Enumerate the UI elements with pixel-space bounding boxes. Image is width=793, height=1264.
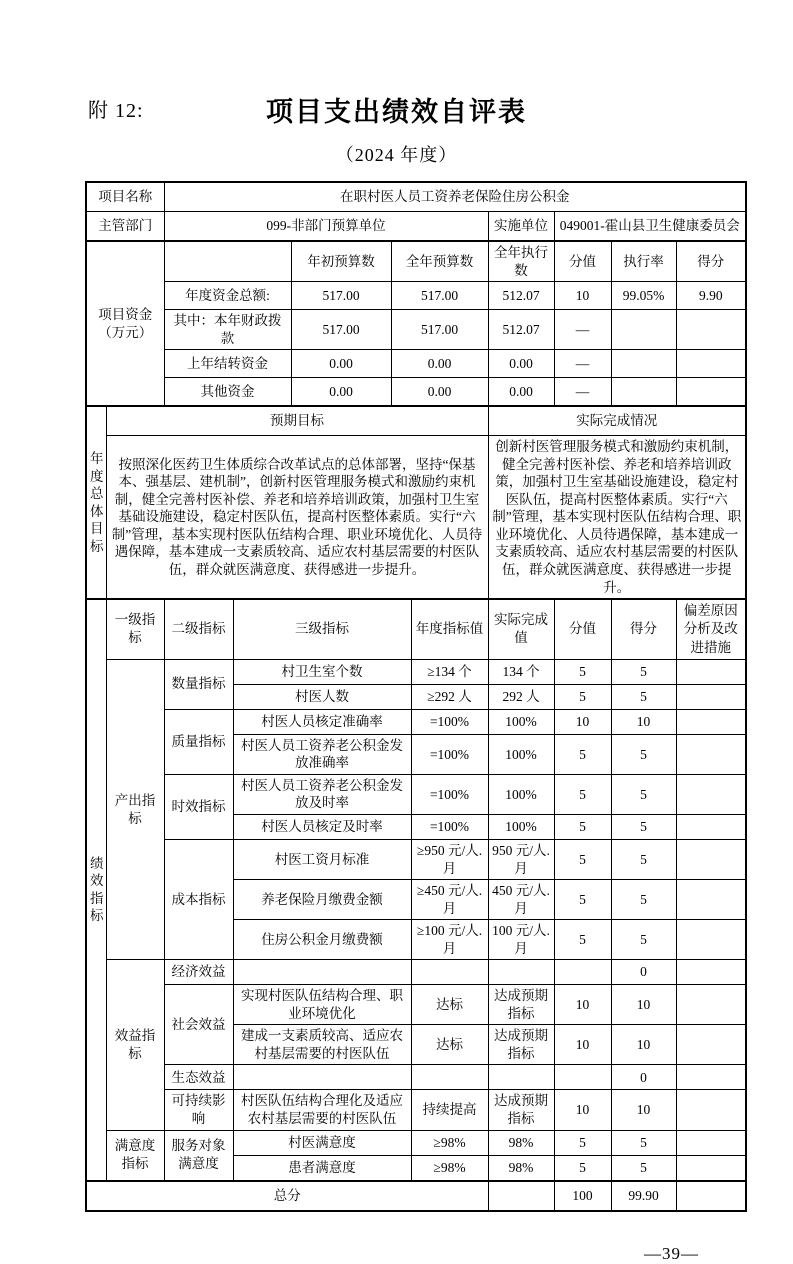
goals-section-label-cell: 年度总体目标 [86,406,106,599]
actual-cell: 98% [488,1130,554,1155]
score-cell: 5 [611,880,676,920]
l2-cell: 数量指标 [164,659,233,709]
total-weight-cell: 100 [554,1181,611,1211]
indicator-row [86,774,746,814]
actual-cell: 100 元/人. 月 [488,920,554,960]
actual-cell: 450 元/人. 月 [488,880,554,920]
funds-section-label-cell [86,241,164,406]
department-row [86,212,746,242]
target-cell: =100% [411,709,488,734]
target-cell: ≥134 个 [411,659,488,684]
l2-cell: 质量指标 [164,709,233,774]
funds-executed: 0.00 [488,378,554,407]
funds-header-weight: 分值 [554,241,611,282]
dept-value-cell: 099-非部门预算单位 [164,212,488,242]
funds-weight: — [554,350,611,378]
weight-cell: 10 [554,985,611,1025]
indicator-row [86,985,746,1025]
dev-cell [676,1025,746,1065]
target-cell: ≥98% [411,1130,488,1155]
name-cell: 建成一支素质较高、适应农村基层需要的村医队伍 [233,1025,411,1065]
funds-label-line1: 项目资金 [98,307,153,323]
score-cell: 5 [611,1155,676,1181]
funds-annual: 0.00 [391,378,488,407]
total-blank-actual-cell [488,1181,554,1211]
funds-row-fiscal [86,310,746,350]
goals-header-row [86,406,746,436]
document-header [48,0,745,129]
dev-cell [676,709,746,734]
dev-cell [676,920,746,960]
score-cell: 10 [611,709,676,734]
score-cell: 0 [611,960,676,985]
goals-text-row [86,436,746,599]
weight-cell: 5 [554,1155,611,1181]
score-cell: 10 [611,985,676,1025]
name-cell: 村医人员工资养老公积金发放及时率 [233,774,411,814]
name-cell [233,960,411,985]
target-cell: =100% [411,734,488,774]
funds-annual: 517.00 [391,310,488,350]
indicator-row [86,1130,746,1155]
weight-cell: 5 [554,774,611,814]
dev-cell [676,1065,746,1090]
target-cell: =100% [411,814,488,839]
l2-cell: 可持续影响 [164,1090,233,1130]
funds-row-total [86,282,746,310]
target-cell: 持续提高 [411,1090,488,1130]
weight-cell: 10 [554,1090,611,1130]
page-number: —39— [644,1243,699,1263]
weight-cell: 5 [554,1130,611,1155]
score-cell: 5 [611,814,676,839]
goals-expected-header-cell: 预期目标 [106,406,488,436]
l2-cell: 社会效益 [164,985,233,1065]
dev-cell [676,1090,746,1130]
goals-actual-text-cell: 创新村医管理服务模式和激励约束机制，健全完善村医补偿、养老和培养培训政策，加强村卫生室基础设施建设，稳定村医队伍，提高村医整体素质。实行“六制”管理，基本实现村医队伍结构合理、职业环境优化、人员待遇保障，基本建成一支素质较高、适应农村基层需要的村医队伍，群众就医满意度、获得感进一步提升。 [488,436,746,599]
funds-score: 9.90 [676,282,746,310]
indicator-row [86,1065,746,1090]
indicators-header-actual: 实际完成值 [488,599,554,659]
score-cell: 5 [611,659,676,684]
indicators-header-level2: 二级指标 [164,599,233,659]
weight-cell: 10 [554,709,611,734]
l2-cell: 服务对象满意度 [164,1130,233,1181]
goals-actual-header-cell: 实际完成情况 [488,406,746,436]
dev-cell [676,1130,746,1155]
actual-cell [488,1065,554,1090]
funds-row-label: 上年结转资金 [164,350,291,378]
indicator-row [86,960,746,985]
indicator-row [86,709,746,734]
dept-label-cell: 主管部门 [86,212,164,242]
weight-cell: 5 [554,734,611,774]
name-cell: 村医工资月标准 [233,839,411,879]
total-blank-dev-cell [676,1181,746,1211]
actual-cell: 950 元/人. 月 [488,839,554,879]
funds-score [676,378,746,407]
project-name-value-cell: 在职村医人员工资养老保险住房公积金 [164,182,746,212]
funds-exec-rate [611,378,676,407]
indicators-header-level1: 一级指标 [106,599,164,659]
weight-cell: 5 [554,814,611,839]
actual-cell: 134 个 [488,659,554,684]
funds-executed: 512.07 [488,310,554,350]
funds-header-score: 得分 [676,241,746,282]
actual-cell: 100% [488,774,554,814]
weight-cell: 5 [554,839,611,879]
score-cell: 5 [611,839,676,879]
weight-cell [554,1065,611,1090]
indicators-header-weight: 分值 [554,599,611,659]
weight-cell: 5 [554,920,611,960]
actual-cell: 292 人 [488,684,554,709]
page-subtitle: （2024 年度） [335,145,458,165]
weight-cell: 5 [554,684,611,709]
target-cell: =100% [411,774,488,814]
funds-exec-rate [611,310,676,350]
target-cell: ≥950 元/人. 月 [411,839,488,879]
dev-cell [676,814,746,839]
indicators-header-target: 年度指标值 [411,599,488,659]
funds-score [676,310,746,350]
name-cell: 村医人员核定准确率 [233,709,411,734]
l1-cell: 效益指标 [106,960,164,1130]
funds-header-row [86,241,746,282]
weight-cell: 10 [554,1025,611,1065]
funds-weight: 10 [554,282,611,310]
indicator-row [86,839,746,879]
l2-cell: 经济效益 [164,960,233,985]
score-cell: 5 [611,1130,676,1155]
indicator-row [86,1090,746,1130]
project-name-label-cell: 项目名称 [86,182,164,212]
name-cell: 村医人员工资养老公积金发放准确率 [233,734,411,774]
project-name-row [86,182,746,212]
name-cell: 村医人员核定及时率 [233,814,411,839]
dev-cell [676,880,746,920]
target-cell [411,960,488,985]
indicators-section-label-cell: 绩效指标 [86,599,106,1180]
actual-cell: 100% [488,734,554,774]
l1-cell: 产出指标 [106,659,164,959]
name-cell: 村医队伍结构合理化及适应农村基层需要的村医队伍 [233,1090,411,1130]
indicators-header-row [86,599,746,659]
funds-exec-rate [611,350,676,378]
impl-label-cell: 实施单位 [488,212,554,242]
funds-row-label: 其他资金 [164,378,291,407]
funds-weight: — [554,310,611,350]
funds-row-carryover [86,350,746,378]
score-cell: 5 [611,734,676,774]
name-cell: 村卫生室个数 [233,659,411,684]
funds-annual: 517.00 [391,282,488,310]
score-cell: 5 [611,920,676,960]
dev-cell [676,1155,746,1181]
l2-cell: 时效指标 [164,774,233,839]
evaluation-table [85,181,747,1212]
weight-cell [554,960,611,985]
funds-initial: 0.00 [291,378,391,407]
actual-cell: 达成预期指标 [488,985,554,1025]
target-cell: 达标 [411,1025,488,1065]
actual-cell: 98% [488,1155,554,1181]
name-cell: 住房公积金月缴费额 [233,920,411,960]
l1-cell: 满意度指标 [106,1130,164,1181]
funds-initial: 0.00 [291,350,391,378]
total-row [86,1181,746,1211]
score-cell: 10 [611,1090,676,1130]
funds-annual: 0.00 [391,350,488,378]
funds-header-executed: 全年执行数 [488,241,554,282]
name-cell [233,1065,411,1090]
actual-cell: 100% [488,814,554,839]
funds-row-label: 其中：本年财政拨款 [164,310,291,350]
l2-cell: 成本指标 [164,839,233,959]
dev-cell [676,960,746,985]
dev-cell [676,684,746,709]
indicator-row [86,659,746,684]
total-label-cell: 总分 [86,1181,488,1211]
total-score-cell: 99.90 [611,1181,676,1211]
indicators-header-deviation: 偏差原因分析及改进措施 [676,599,746,659]
dev-cell [676,985,746,1025]
dev-cell [676,659,746,684]
target-cell [411,1065,488,1090]
funds-header-annual: 全年预算数 [391,241,488,282]
indicators-header-score: 得分 [611,599,676,659]
funds-label-line2: （万元） [98,324,153,340]
weight-cell: 5 [554,880,611,920]
funds-initial: 517.00 [291,282,391,310]
attachment-label: 附 12: [88,100,144,122]
actual-cell: 100% [488,709,554,734]
funds-score [676,350,746,378]
page-title: 项目支出绩效自评表 [266,97,527,127]
funds-exec-rate: 99.05% [611,282,676,310]
impl-value-cell: 049001-霍山县卫生健康委员会 [554,212,746,242]
name-cell: 村医满意度 [233,1130,411,1155]
goals-expected-text-cell: 按照深化医药卫生体质综合改革试点的总体部署，坚持“保基本、强基层、建机制”，创新村医管理服务模式和激励约束机制，健全完善村医补偿、养老和培养培训政策，加强村卫生室基础设施建设，稳定村医队伍，提高村医整体素质。实行“六制”管理，基本实现村医队伍结构合理、职业环境优化、人员待遇保障，基本建成一支素质较高、适应农村基层需要的村医队伍，群众就医满意度、获得感进一步提升。 [106,436,488,599]
weight-cell: 5 [554,659,611,684]
funds-executed: 512.07 [488,282,554,310]
funds-header-exec-rate: 执行率 [611,241,676,282]
funds-blank-header-cell [164,241,291,282]
target-cell: ≥100 元/人. 月 [411,920,488,960]
score-cell: 5 [611,774,676,814]
name-cell: 村医人数 [233,684,411,709]
funds-initial: 517.00 [291,310,391,350]
name-cell: 实现村医队伍结构合理、职业环境优化 [233,985,411,1025]
funds-row-other [86,378,746,407]
dev-cell [676,839,746,879]
indicators-header-level3: 三级指标 [233,599,411,659]
actual-cell [488,960,554,985]
funds-executed: 0.00 [488,350,554,378]
name-cell: 养老保险月缴费金额 [233,880,411,920]
l2-cell: 生态效益 [164,1065,233,1090]
score-cell: 5 [611,684,676,709]
score-cell: 10 [611,1025,676,1065]
score-cell: 0 [611,1065,676,1090]
dev-cell [676,734,746,774]
funds-row-label: 年度资金总额: [164,282,291,310]
target-cell: ≥450 元/人. 月 [411,880,488,920]
target-cell: ≥292 人 [411,684,488,709]
funds-weight: — [554,378,611,407]
name-cell: 患者满意度 [233,1155,411,1181]
actual-cell: 达成预期指标 [488,1025,554,1065]
funds-header-initial: 年初预算数 [291,241,391,282]
actual-cell: 达成预期指标 [488,1090,554,1130]
target-cell: 达标 [411,985,488,1025]
dev-cell [676,774,746,814]
target-cell: ≥98% [411,1155,488,1181]
